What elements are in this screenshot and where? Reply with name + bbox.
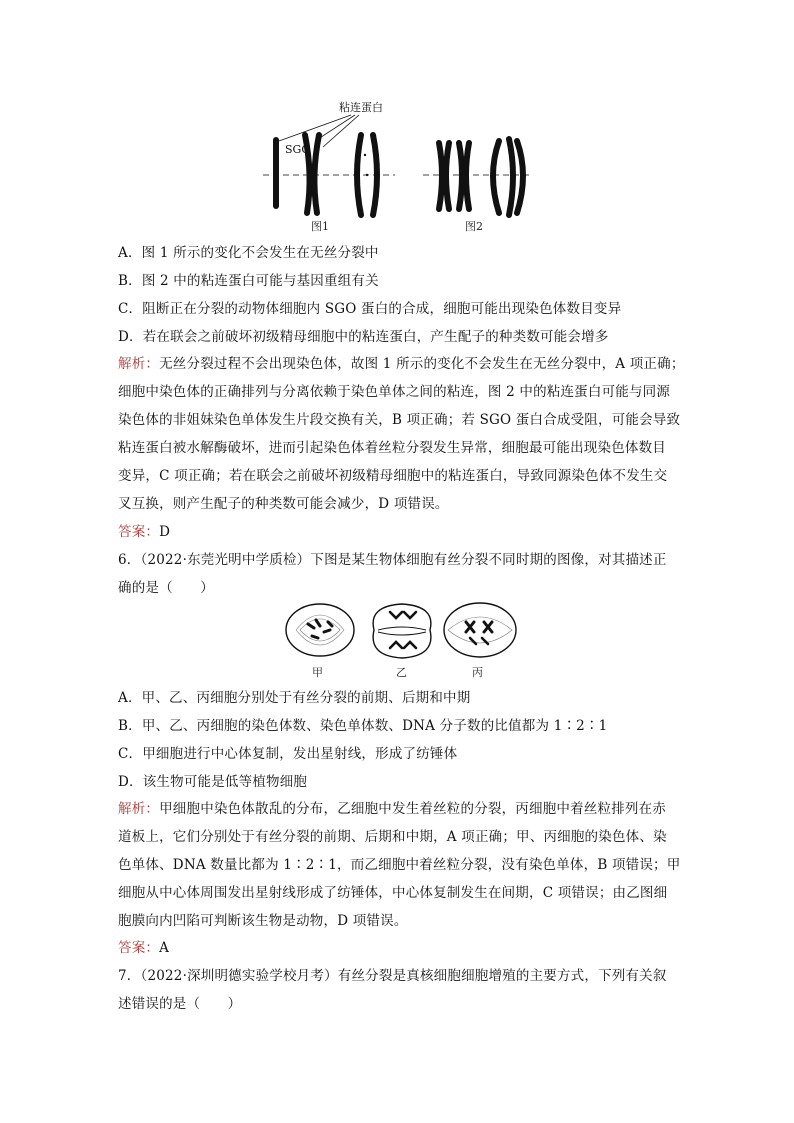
q5-answer-label: 答案： <box>118 524 160 540</box>
q5-analysis-line-1: 解析：无丝分裂过程不会出现染色体，故图 1 所示的变化不会发生在无丝分裂中，A 项正确； <box>118 356 685 372</box>
figure1-caption: 图1 <box>311 220 329 233</box>
q6-analysis-label: 解析： <box>118 801 160 817</box>
figure2-caption: 图2 <box>465 220 483 233</box>
chromosome-figure <box>255 95 545 235</box>
cell-label-yi: 乙 <box>396 666 407 679</box>
q6-analysis-line-1: 解析：甲细胞中染色体散乱的分布，乙细胞中发生着丝粒的分裂，丙细胞中着丝粒排列在赤 <box>118 801 667 817</box>
q6-option-a: A．甲、乙、丙细胞分别处于有丝分裂的前期、后期和中期 <box>118 690 471 706</box>
q6-analysis-line-2: 道板上，它们分别处于有丝分裂的前期、后期和中期，A 项正确；甲、丙细胞的染色体、染 <box>118 829 667 845</box>
q5-analysis-line-6: 叉互换，则产生配子的种类数可能会减少，D 项错误。 <box>118 496 449 512</box>
q5-analysis-label: 解析： <box>118 356 160 372</box>
q5-analysis-line-4: 粘连蛋白被水解酶破坏，进而引起染色体着丝粒分裂发生异常，细胞最可能出现染色体数目 <box>118 440 666 456</box>
q5-option-a: A．图 1 所示的变化不会发生在无丝分裂中 <box>118 245 379 261</box>
q6-option-b: B．甲、乙、丙细胞的染色体数、染色单体数、DNA 分子数的比值都为 1∶2∶1 <box>118 718 608 734</box>
q6-answer <box>118 939 678 957</box>
q5-option-b: B．图 2 中的粘连蛋白可能与基因重组有关 <box>118 273 379 289</box>
q7-stem-line-1: 7．（2022·深圳明德实验学校月考）有丝分裂是真核细胞细胞增殖的主要方式，下列有关叙 <box>118 968 667 984</box>
q6-analysis-line-4: 细胞从中心体周围发出星射线形成了纺锤体，中心体复制发生在间期，C 项错误；由乙图细 <box>118 885 668 901</box>
q7-stem-line-2: 述错误的是（ ） <box>118 996 242 1012</box>
q6-answer-value: A <box>159 940 170 956</box>
q5-answer <box>118 523 678 541</box>
cohesin-label: 粘连蛋白 <box>339 101 383 114</box>
q5-analysis-line-3: 染色体的非姐妹染色单体发生片段交换有关，B 项正确；若 SGO 蛋白合成受阻，可能会导致 <box>118 412 681 428</box>
sgo-label: SGO <box>285 143 311 156</box>
cell-label-jia: 甲 <box>312 666 323 679</box>
q6-analysis-line-5: 胞膜向内凹陷可判断该生物是动物，D 项错误。 <box>118 913 408 929</box>
q5-answer-value: D <box>159 524 171 540</box>
q5-option-d: D．若在联会之前破坏初级精母细胞中的粘连蛋白，产生配子的种类数可能会增多 <box>118 329 609 345</box>
q6-stem-line-1: 6．（2022·东莞光明中学质检）下图是某生物体细胞有丝分裂不同时期的图像，对其描述正 <box>118 552 667 568</box>
q6-stem-line-2: 确的是（ ） <box>118 580 214 596</box>
q5-analysis-line-5: 变异，C 项正确；若在联会之前破坏初级精母细胞中的粘连蛋白，导致同源染色体不发生交 <box>118 468 668 484</box>
cell-division-figure <box>282 598 522 682</box>
cell-label-bing: 丙 <box>472 666 483 679</box>
q6-analysis-line-3: 色单体、DNA 数量比都为 1∶2∶1，而乙细胞中着丝粒分裂，没有染色单体，B 项错误；甲 <box>118 857 681 873</box>
q5-analysis-line-2: 细胞中染色体的正确排列与分离依赖于染色单体之间的粘连，图 2 中的粘连蛋白可能与同源 <box>118 384 671 400</box>
q6-option-d: D．该生物可能是低等植物细胞 <box>118 774 308 790</box>
q6-option-c: C．甲细胞进行中心体复制，发出星射线，形成了纺锤体 <box>118 746 458 762</box>
q6-answer-label: 答案： <box>118 940 160 956</box>
q5-option-c: C．阻断正在分裂的动物体细胞内 SGO 蛋白的合成，细胞可能出现染色体数目变异 <box>118 301 622 317</box>
